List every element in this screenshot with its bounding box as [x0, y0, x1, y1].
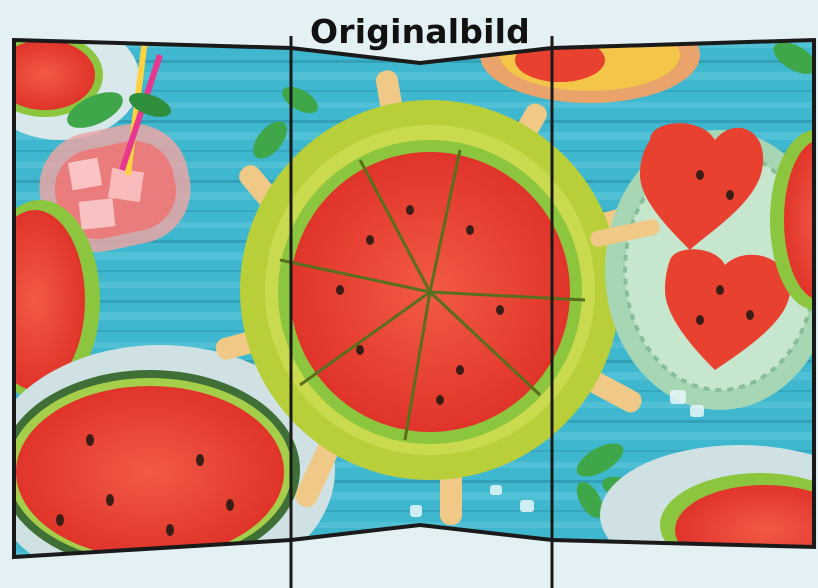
page-title: Originalbild	[310, 12, 530, 51]
